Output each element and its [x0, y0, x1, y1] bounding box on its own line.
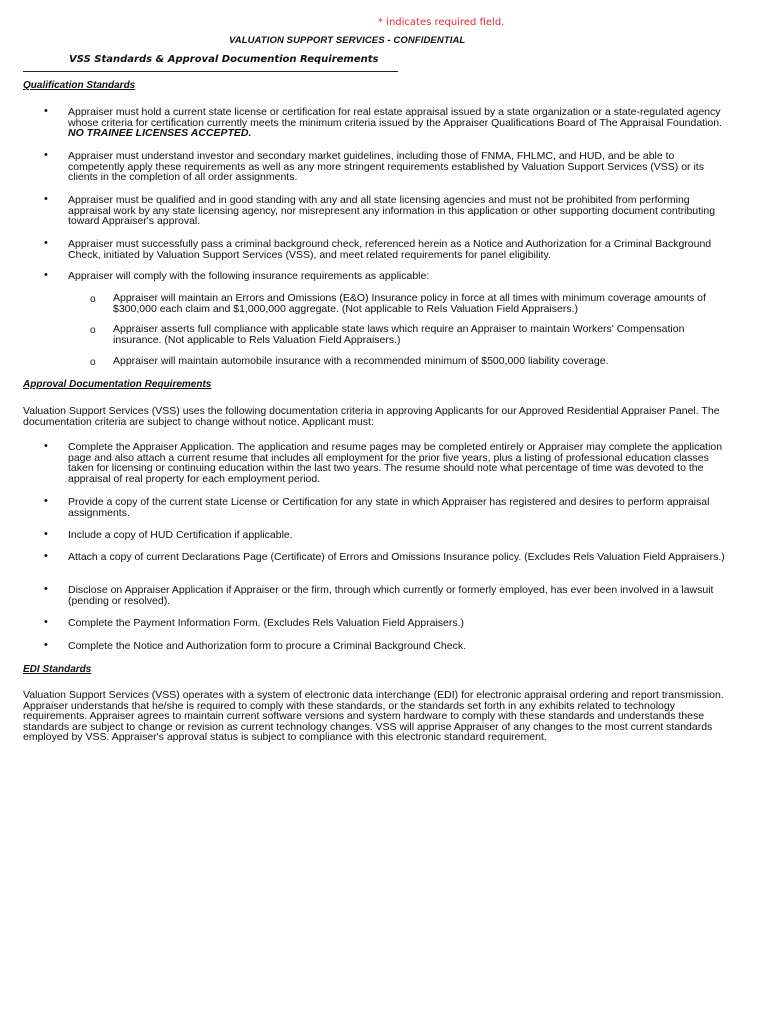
document-title: VSS Standards & Approval Documention Requirements [69, 54, 379, 65]
edi-body: Valuation Support Services (VSS) operates with a system of electronic data interchange (EDI) for electronic appraisal ordering and report transmission. Appraiser understands that he/she is required to comply with these standards, or the standards set forth in any exhibits related to technology requirements. Appraiser agrees to maintain current software versions and system hardware to comply with these standards and understands these standards are subject to change or revision as current technology changes. VSS will apprise Appraiser of any changes to the most current standards employed by VSS. Appraiser's approval status is subject to compliance with this electronic standard requirement. [23, 689, 724, 743]
title-divider [23, 71, 398, 72]
edi-heading: EDI Standards [23, 664, 92, 675]
qualification-item-1-text: Appraiser must hold a current state license or certification for real estate appraisal issued by a state organization or a state-regulated agency whose criteria for certification currently meets the minimum criteria issued by the Appraiser Qualifications Board of The Appraisal Foundation. [68, 106, 723, 129]
qualification-heading: Qualification Standards [23, 80, 136, 91]
insurance-item-3: Appraiser will maintain automobile insurance with a recommended minimum of $500,000 liability coverage. [113, 355, 609, 367]
insurance-item-1: Appraiser will maintain an Errors and Omissions (E&O) Insurance policy in force at all times with minimum coverage amounts of $300,000 each claim and $1,000,000 aggregate. (Not applicable to Rels Valuation Field Appraisers.) [113, 292, 706, 315]
bullet-icon: • [44, 193, 48, 205]
bullet-icon: • [44, 616, 48, 628]
bullet-icon: • [44, 639, 48, 651]
approval-item-4: Attach a copy of current Declarations Page (Certificate) of Errors and Omissions Insurance policy. (Excludes Rels Valuation Field Appraisers.) [68, 551, 725, 563]
bullet-icon: • [44, 528, 48, 540]
approval-item-7: Complete the Notice and Authorization form to procure a Criminal Background Check. [68, 640, 467, 652]
sub-bullet-icon: o [90, 357, 96, 368]
approval-item-6: Complete the Payment Information Form. (Excludes Rels Valuation Field Appraisers.) [68, 617, 465, 629]
bullet-icon: • [44, 583, 48, 595]
bullet-icon: • [44, 550, 48, 562]
insurance-item-2: Appraiser asserts full compliance with applicable state laws which require an Appraiser to maintain Workers' Compensation insurance. (Not applicable to Rels Valuation Field Appraisers.) [113, 323, 685, 346]
approval-item-5: Disclose on Appraiser Application if Appraiser or the firm, through which currently or formerly employed, has ever been involved in a lawsuit (pending or resolved). [68, 584, 714, 607]
qualification-item-2: Appraiser must understand investor and secondary market guidelines, including those of FNMA, FHLMC, and HUD, and be able to competently apply these requirements as well as any more stringent requirements established by Valuation Support Services (VSS) or its clients in the completion of all order assignments. [68, 150, 704, 183]
qualification-item-4: Appraiser must successfully pass a criminal background check, referenced herein as a Notice and Authorization for a Criminal Background Check, initiated by Valuation Support Services (VSS), and meet related requirements for panel eligibility. [68, 238, 712, 261]
confidential-title: VALUATION SUPPORT SERVICES - CONFIDENTIAL [229, 35, 466, 46]
approval-intro: Valuation Support Services (VSS) uses the following documentation criteria in approving Applicants for our Approved Residential Appraiser Panel. The documentation criteria are subject to change without notice. Applicant must: [23, 405, 720, 428]
bullet-icon: • [44, 495, 48, 507]
bullet-icon: • [44, 105, 48, 117]
approval-item-2: Provide a copy of the current state License or Certification for any state in which Appraiser has registered and desires to perform appraisal assignments. [68, 496, 710, 519]
required-field-note: * indicates required field. [378, 17, 505, 28]
sub-bullet-icon: o [90, 294, 96, 305]
approval-item-1: Complete the Appraiser Application. The application and resume pages may be completed entirely or Appraiser may complete the application page and also attach a current resume that includes all employment for the prior five years, plus a listing of professional education classes taken for licensing or continuing education within the last two years. The resume should note what percentage of time was devoted to the appraisal of real property for each employment period. [68, 441, 723, 485]
approval-item-3: Include a copy of HUD Certification if applicable. [68, 529, 293, 541]
qualification-item-3: Appraiser must be qualified and in good standing with any and all state licensing agencies and must not be prohibited from performing appraisal work by any state licensing agency, nor misrepresent any information in this application or other supporting document contributing toward Appraiser's approval. [68, 194, 716, 227]
qualification-item-1 [68, 107, 733, 139]
no-trainee-notice: NO TRAINEE LICENSES ACCEPTED. [68, 127, 252, 139]
bullet-icon: • [44, 269, 48, 281]
sub-bullet-icon: o [90, 325, 96, 336]
bullet-icon: • [44, 237, 48, 249]
qualification-item-5: Appraiser will comply with the following insurance requirements as applicable: [68, 270, 430, 282]
bullet-icon: • [44, 149, 48, 161]
bullet-icon: • [44, 440, 48, 452]
approval-heading: Approval Documentation Requirements [23, 379, 212, 390]
